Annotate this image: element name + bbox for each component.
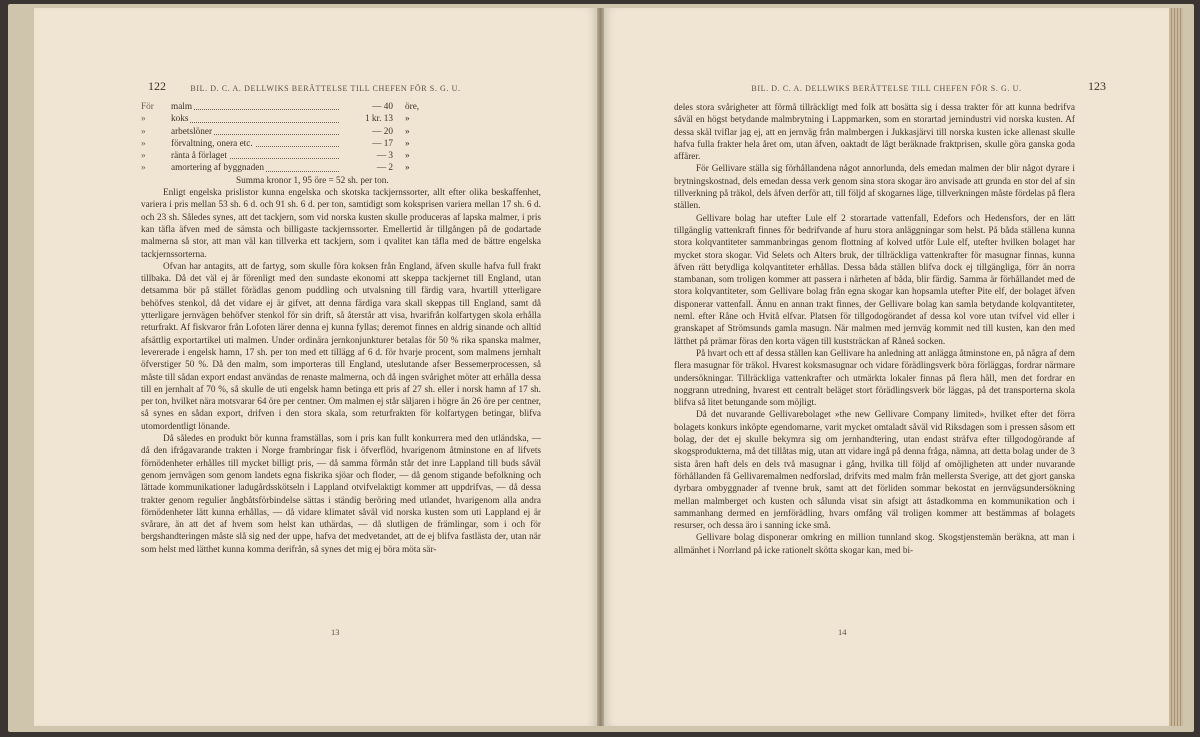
right-signature-mark: 14 xyxy=(838,627,847,637)
left-body xyxy=(141,101,541,556)
paragraph: På hvart och ett af dessa ställen kan Gellivare ha anledning att anlägga åtminstone en, på några af dem flera masugnar för träkol. Hvarest koksmasugnar och vidare förädlingsverk böra förläggas, fordrar närmare undersökningar. Tillräckliga vattenkrafter och utmärkta lokaler finnas på flera håll, men det fordrar en noggrann utredning, hvarest ett centralt beläget stort förädlingsverk bör läggas, på det transporterna skola blifva så litet betungande som möjligt. xyxy=(674,348,1075,409)
paragraph: Enligt engelska prislistor kunna engelska och skotska tackjernssorter, allt efter olika beskaffenhet, variera i pris mellan 53 sh. 6 d. och 91 sh. 6 d. per ton, samtidigt som koksprisen variera mellan 17 sh. 6 d. och 23 sh. Således synes, att det tackjern, som vid norska kusten skulle produceras af lapska malmer, i pris kan täfla äfven med de sämsta och billigaste tackjernssorter. Emellertid är tillgången på de godartade malmerna så stor, att man väl kan tillverka ett tackjern, som i qvalitet kan täfla med de bättre engelska tackjernssorterna. xyxy=(141,188,541,260)
right-page-number: 123 xyxy=(1088,79,1106,93)
left-page-number: 122 xyxy=(148,79,166,93)
left-running-title: BIL. D. C. A. DELLWIKS BERÄTTELSE TILL CHEFEN FÖR S. G. U. xyxy=(190,84,461,93)
paragraph: Ofvan har antagits, att de fartyg, som skulle föra koksen från England, äfven skulle hafva full frakt tillbaka. Då det väl ej är förenligt med den sundaste ekonomi att skeppa tackjernet till England, utan detsamma bör på stället förädlas genom puddling och utvalsning till färdig vara, hvartill ytterligare behöfves stenkol, då det vidare ej är gifvet, att denna färdiga vara skall skeppas till England, samt då ytterligare jernvägen behöfver stenkol för sin drift, så återstår att visa, hvarifrån kolfartygen skola erhålla returfrakt. Af fiskvaror från Lofoten lärer denna ej kunna fyllas; deremot finnes en aldrig sinande och alltid afsättlig exportartikel uti malmen. Under ordinära jernkonjunkturer betalas för 50 % rika spanska malmer, levererade i engelsk hamn, 17 sh. per ton med ett tillägg af 6 d. för hvarje procent, som malmens jernhalt öfverstiger 50 %. Då den malm, som importeras till England, uteslutande afser Bessemerprocessen, så måste till sådan export endast användas de renaste malmerna, och då ingen svårighet möter att erhålla dessa till en jernhalt af 70 %, så skulle de uti engelsk hamn betinga ett pris af 27 sh. eller i norsk hamn af 17 sh. per ton, hvilket nära motsvarar 64 öre per centner. Om malmen ej står säljaren i högre än 26 öre per centner, så synes en sådan export, drifven i den stora skala, som returfrakten för kolfartygen betingar, blifva utomordentligt lönande. xyxy=(141,261,541,432)
paragraph: Då det nuvarande Gellivarebolaget »the new Gellivare Company limited», hvilket efter det förra bolagets konkurs inköpte egendomarne, varit mycket omtaladt såväl vid Riksdagen som i pressen såsom ett bolag, der det ej skulle bekymra sig om jernhandtering, utan endast sträfva efter tillgodogörande af skogsprodukterna, må det tillåtas mig, utan att vidare ingå på denna fråga, nämna, att detta bolag under de 3 sista åren haft dels en dels två masugnar i gång, hvilka till följd af omöjligheten att under nuvarande förhållanden få Gellivaremalmen nedforslad, drifvits med malm från mellersta Sverige, att det gjort ganska dyrbara ombyggnader af tvenne bruk, samt att det förliden sommar bekostat en jernvägsundersökning mellan malmberget och kusten och sålunda visat sin afsigt att åstadkomma en kommunikation och i sammanhang dermed en jernförädling, hvars omfång väl troligen kommer att bestämmas af bolagets resurser, och dessa äro i sanning icke små. xyxy=(674,410,1075,532)
right-running-title: BIL. D. C. A. DELLWIKS BERÄTTELSE TILL CHEFEN FÖR S. G. U. xyxy=(751,84,1022,93)
left-page xyxy=(34,8,597,726)
paragraph: Gellivare bolag har utefter Lule elf 2 storartade vattenfall, Edefors och Hedensfors, der en lätt tillgänglig vattenkraft finnes för bedrifvande af huru stora anläggningar som helst. På båda ställena kunna stora kolqvantiteter sammanbringas genom flottning af kolved utför Lule elf, utefter hvilken bolaget har mycket stora skogar. Vid Selets och Alters bruk, der tillräckliga vattenkrafter för masugnar finnas, kunna äfven rätt betydliga kolqvantiteter erhållas. Dessa båda ställen blifva dock ej tillgängliga, förr än norra stambanan, som troligen kommer att passera i närheten af båda, blir färdig. Samma är förhållandet med de stora kolqvantiteter, som Gellivare bolag från egna skogar kan hopsamla utefter Pite elf, der bolaget äfven disponerar vattenfall. Ännu en annan trakt finnes, der Gellivare bolag kan samla betydande kolqvantiteter, neml. efter Råne och Hvitå elfvar. Platsen för tillgodogörandet af dessa kol vore utan tvifvel vid eller i granskapet af Strömsunds gamla masugn. När malmen med jernväg kommit ned till kusten, kan den med lätthet på prämar föras den korta vägen till kuststräckan af Råneå socken. xyxy=(674,213,1075,347)
paragraph: Gellivare bolag disponerar omkring en million tunnland skog. Skogstjenstemän beräkna, att man i allmänhet i Norrland på icke rationelt skötta skogar kan, med bi- xyxy=(674,533,1075,556)
book-gutter xyxy=(597,8,604,726)
left-running-head xyxy=(34,81,597,97)
paragraph: deles stora svårigheter att förmå tillräckligt med folk att bosätta sig i dessa trakter för att kunna bedrifva såväl en högst betydande malmbrytning i Lappmarken, som en storartad jernindustri vid norska kusten. Af dessa skäl tviflar jag ej, att en jernväg från malmbergen i Jukkasjärvi till norska kusten icke allenast skulle hafva fulla frakter hela året om, utan äfven, oaktadt de lågt beräknade fraktprisen, skulle göra ganska goda affärer. xyxy=(674,103,1075,163)
cost-row: » arbetslöner — 20 » xyxy=(141,126,410,137)
cost-row: » amortering af byggnaden — 2 » xyxy=(141,163,410,174)
cost-row: För malm — 40 öre, xyxy=(141,102,420,112)
right-running-head xyxy=(604,81,1169,97)
right-page xyxy=(604,8,1169,726)
cost-table xyxy=(141,101,541,187)
cost-row: » förvaltning, onera etc. — 17 » xyxy=(141,138,410,149)
paragraph: För Gellivare ställa sig förhållandena något annorlunda, dels emedan malmen der blir något dyrare i brytningskostnad, dels emedan dessa verk genom sina stora skogar äro anvisade att grunda en stor del af sin tillverkning på träkol, dels äfven derför att, till följd af skogarnes läge, tillverkningen måste fördelas på flera ställen. xyxy=(674,164,1075,212)
paragraph: Då således en produkt bör kunna framställas, som i pris kan fullt konkurrera med den utländska, — då den ifrågavarande trakten i Norge frambringar fisk i öfverflöd, hvarigenom åtminstone en af lifvets förnödenheter erhålles till mycket billigt pris, — då samma förmån står det inre Lappland till buds såväl genom jernvägen som genom landets egna fiskrika sjöar och floder, — då genom stigande befolkning och lättade kommunikationer ladugårdsskötseln i Lappland otvifvelaktigt kommer att uppdrifvas, — då dessa trakter genom regulier ångbåtsförbindelse sättas i ständig beröring med utlandet, hvarigenom alla andra förnödenheter lätt kunna erhållas, — då vidare klimatet såväl vid norska kusten som uti Lappland ej är svårare, än att det af hvem som helst kan uthärdas, — då slutligen de främlingar, som i och för bergshandteringen måste slå sig ned der uppe, hafva det medvetandet, att de ej blifva fastlästa der, utan när som helst med lätthet kunna komma derifrån, så synes det mig ej böra möta sär- xyxy=(141,434,541,555)
left-signature-mark: 13 xyxy=(331,627,340,637)
cost-total: Summa kronor 1, 95 öre = 52 sh. per ton. xyxy=(236,175,389,186)
cost-row: » ränta å förlaget — 3 » xyxy=(141,151,410,162)
page-block-edge xyxy=(1169,8,1183,726)
cost-row: » koks 1 kr. 13 » xyxy=(141,114,410,125)
right-body xyxy=(674,102,1075,557)
